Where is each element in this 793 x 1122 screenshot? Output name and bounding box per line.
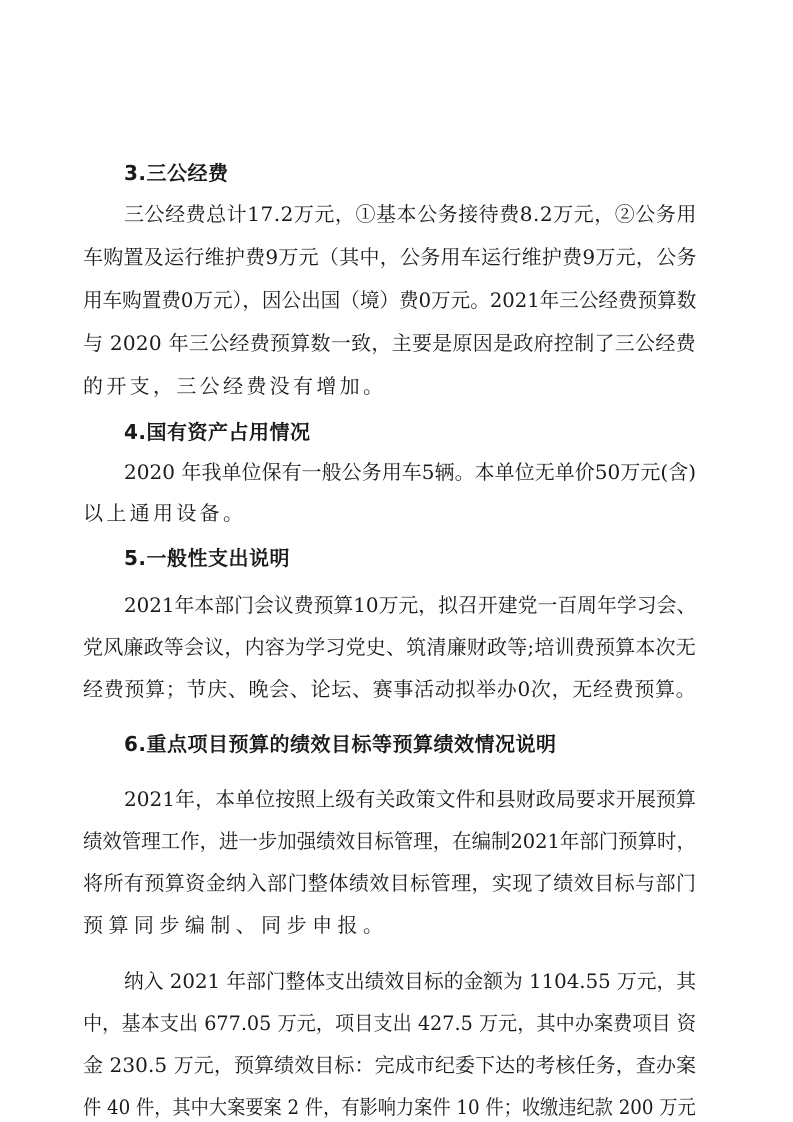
paragraph-line: 2020 年我单位保有一般公务用车5辆。本单位无单价50万元(含) [124,460,697,484]
paragraph-line: 经费预算；节庆、晚会、论坛、赛事活动拟举办0次，无经费预算。 [83,677,697,701]
paragraph-line: 的开支，三公经费没有增加。 [83,374,387,398]
paragraph-line: 2021年本部门会议费预算10万元，拟召开建党一百周年学习会、 [124,593,697,617]
paragraph-line: 与 2020 年三公经费预算数一致，主要是原因是政府控制了三公经费 [83,331,696,355]
paragraph-line: 绩效管理工作，进一步加强绩效目标管理，在编制2021年部门预算时， [83,829,696,853]
paragraph-line: 车购置及运行维护费9万元（其中，公务用车运行维护费9万元，公务 [83,245,697,269]
section-heading-5: 5.一般性支出说明 [124,546,291,570]
paragraph-line: 将所有预算资金纳入部门整体绩效目标管理，实现了绩效目标与部门 [83,871,697,895]
paragraph-line: 预算同步编制、同步申报。 [83,913,389,937]
section-heading-4: 4.国有资产占用情况 [124,420,311,444]
paragraph-line: 金 230.5 万元，预算绩效目标：完成市纪委下达的考核任务，查办案 [83,1053,697,1077]
section-heading-6: 6.重点项目预算的绩效目标等预算绩效情况说明 [124,732,557,756]
paragraph-line: 用车购置费0万元），因公出国（境）费0万元。2021年三公经费预算数 [83,288,697,312]
paragraph-line: 件 40 件，其中大案要案 2 件，有影响力案件 10 件；收缴违纪款 200 万元 [83,1095,696,1119]
paragraph-line: 以上通用设备。 [83,501,247,525]
section-heading-3: 3.三公经费 [124,161,229,185]
paragraph-line: 纳入 2021 年部门整体支出绩效目标的金额为 1104.55 万元，其 [124,969,697,993]
paragraph-line: 2021年，本单位按照上级有关政策文件和县财政局要求开展预算 [124,787,696,811]
paragraph-line: 中，基本支出 677.05 万元，项目支出 427.5 万元，其中办案费项目 资 [83,1011,697,1035]
paragraph-line: 党风廉政等会议，内容为学习党史、筑清廉财政等;培训费预算本次无 [83,635,696,659]
paragraph-line: 三公经费总计17.2万元，①基本公务接待费8.2万元，②公务用 [124,202,697,226]
